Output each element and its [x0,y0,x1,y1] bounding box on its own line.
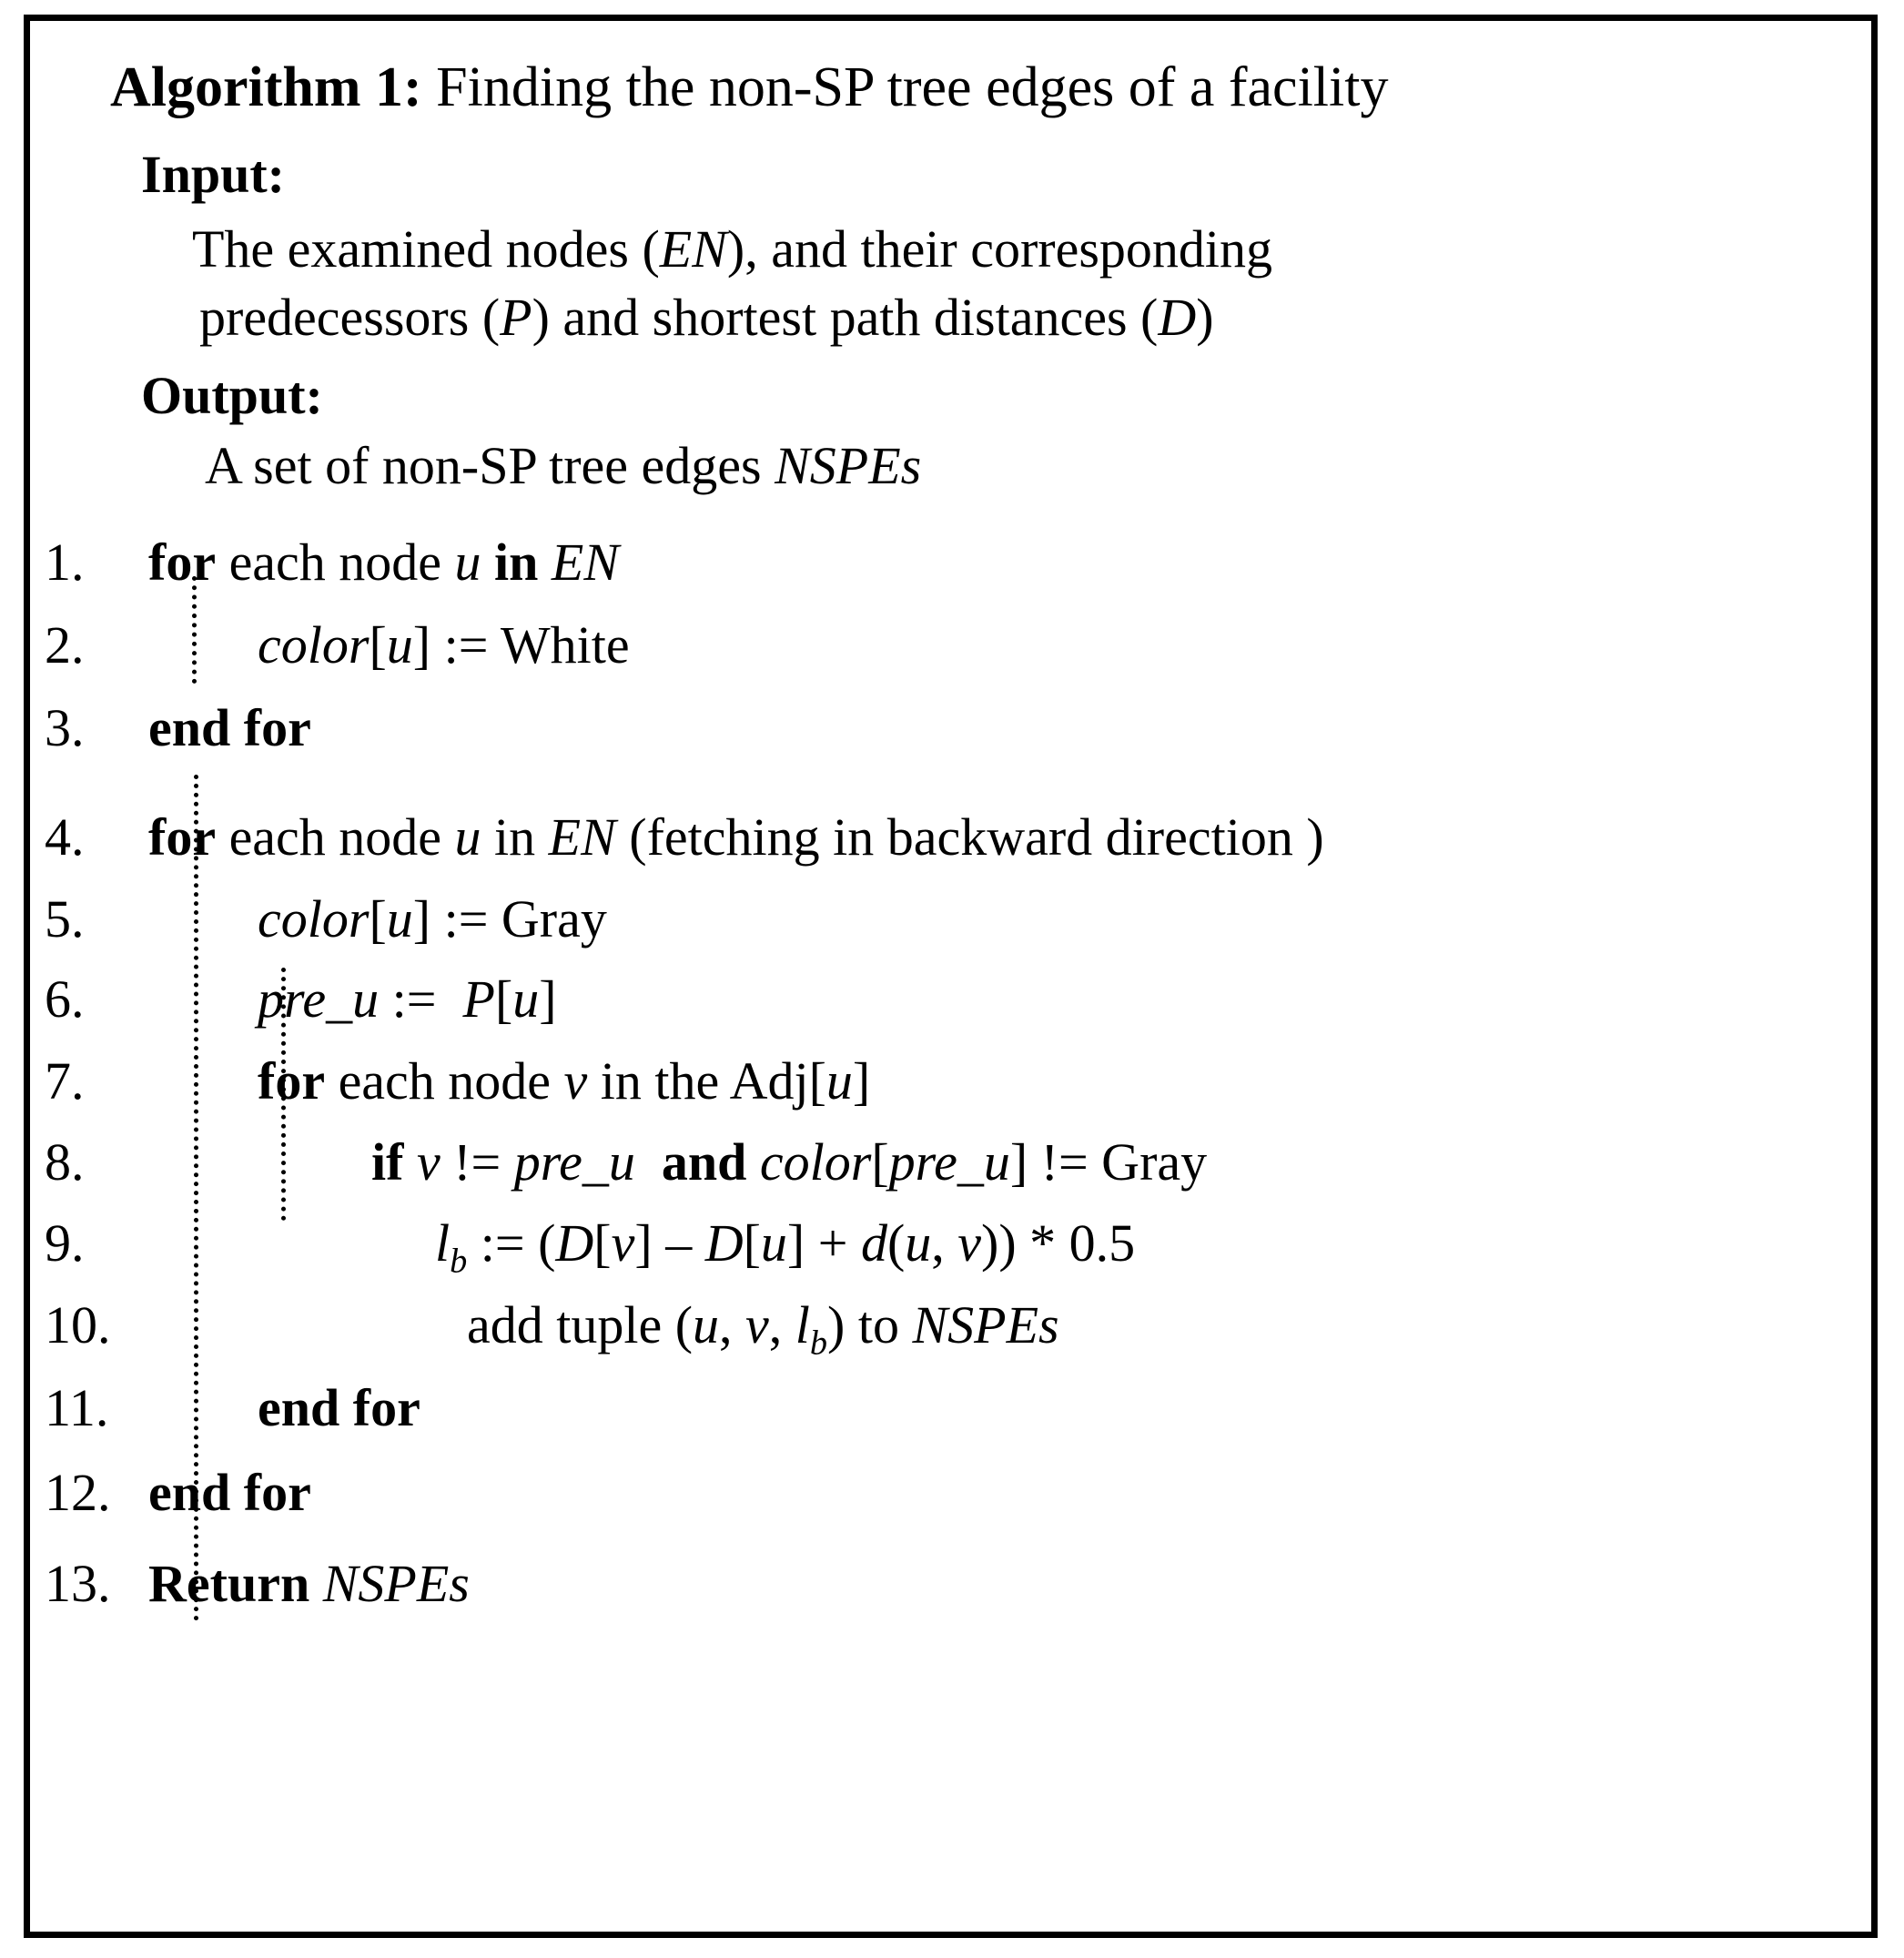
algorithm-box [24,15,1878,1938]
step-text: for each node u in EN (fetching in backward direction ) [148,807,1324,867]
step-text: $l_b$ := (D[v] – D[u] + d(u, v)) * 0.5 [435,1213,1136,1281]
step-number: 8. [45,1132,85,1192]
step-text: Return NSPEs [148,1554,470,1613]
step-number: 12. [45,1463,111,1522]
step-text: color[u] := White [258,615,630,675]
algorithm-step [30,969,1871,1039]
step-text: pre_u := P[u] [258,969,557,1029]
step-text: end for [258,1378,420,1437]
step-number: 11. [45,1378,109,1437]
algorithm-step [30,1132,1871,1202]
algorithm-step [30,1051,1871,1121]
step-text: for each node u in EN [148,533,620,592]
step-number: 3. [45,698,85,757]
step-number: 4. [45,807,85,867]
step-number: 1. [45,533,85,592]
step-number: 6. [45,969,85,1029]
output-label: Output: [141,366,323,425]
input-description-line-2: predecessors (P) and shortest path distances (D) [199,288,1214,347]
step-number: 2. [45,615,85,675]
output-description-line-1: A set of non-SP tree edges NSPEs [205,436,922,495]
step-text: end for [148,1463,311,1522]
algorithm-step [30,698,1871,767]
algorithm-step [30,1213,1871,1283]
step-text: color[u] := Gray [258,889,607,949]
algorithm-step [30,1295,1871,1365]
step-number: 9. [45,1213,85,1273]
algorithm-title-label: Algorithm 1: [110,56,422,118]
step-number: 5. [45,889,85,949]
algorithm-step [30,1554,1871,1623]
step-text: if v != pre_u and color[pre_u] != Gray [371,1132,1208,1192]
step-number: 7. [45,1051,85,1111]
step-number: 10. [45,1295,111,1354]
step-text: end for [148,698,311,757]
step-text: for each node v in the Adj[u] [258,1051,871,1111]
algorithm-step [30,615,1871,685]
step-number: 13. [45,1554,111,1613]
algorithm-title [110,56,1389,118]
algorithm-step [30,1463,1871,1532]
input-description-line-1: The examined nodes (EN), and their corresponding [192,219,1273,279]
algorithm-step [30,533,1871,602]
input-label: Input: [141,145,285,204]
algorithm-step [30,1378,1871,1447]
step-text: add tuple (u, v, $l_b$) to NSPEs [467,1295,1059,1363]
algorithm-title-text: Finding the non-SP tree edges of a facility [421,56,1389,118]
algorithm-step [30,889,1871,959]
algorithm-step [30,807,1871,877]
